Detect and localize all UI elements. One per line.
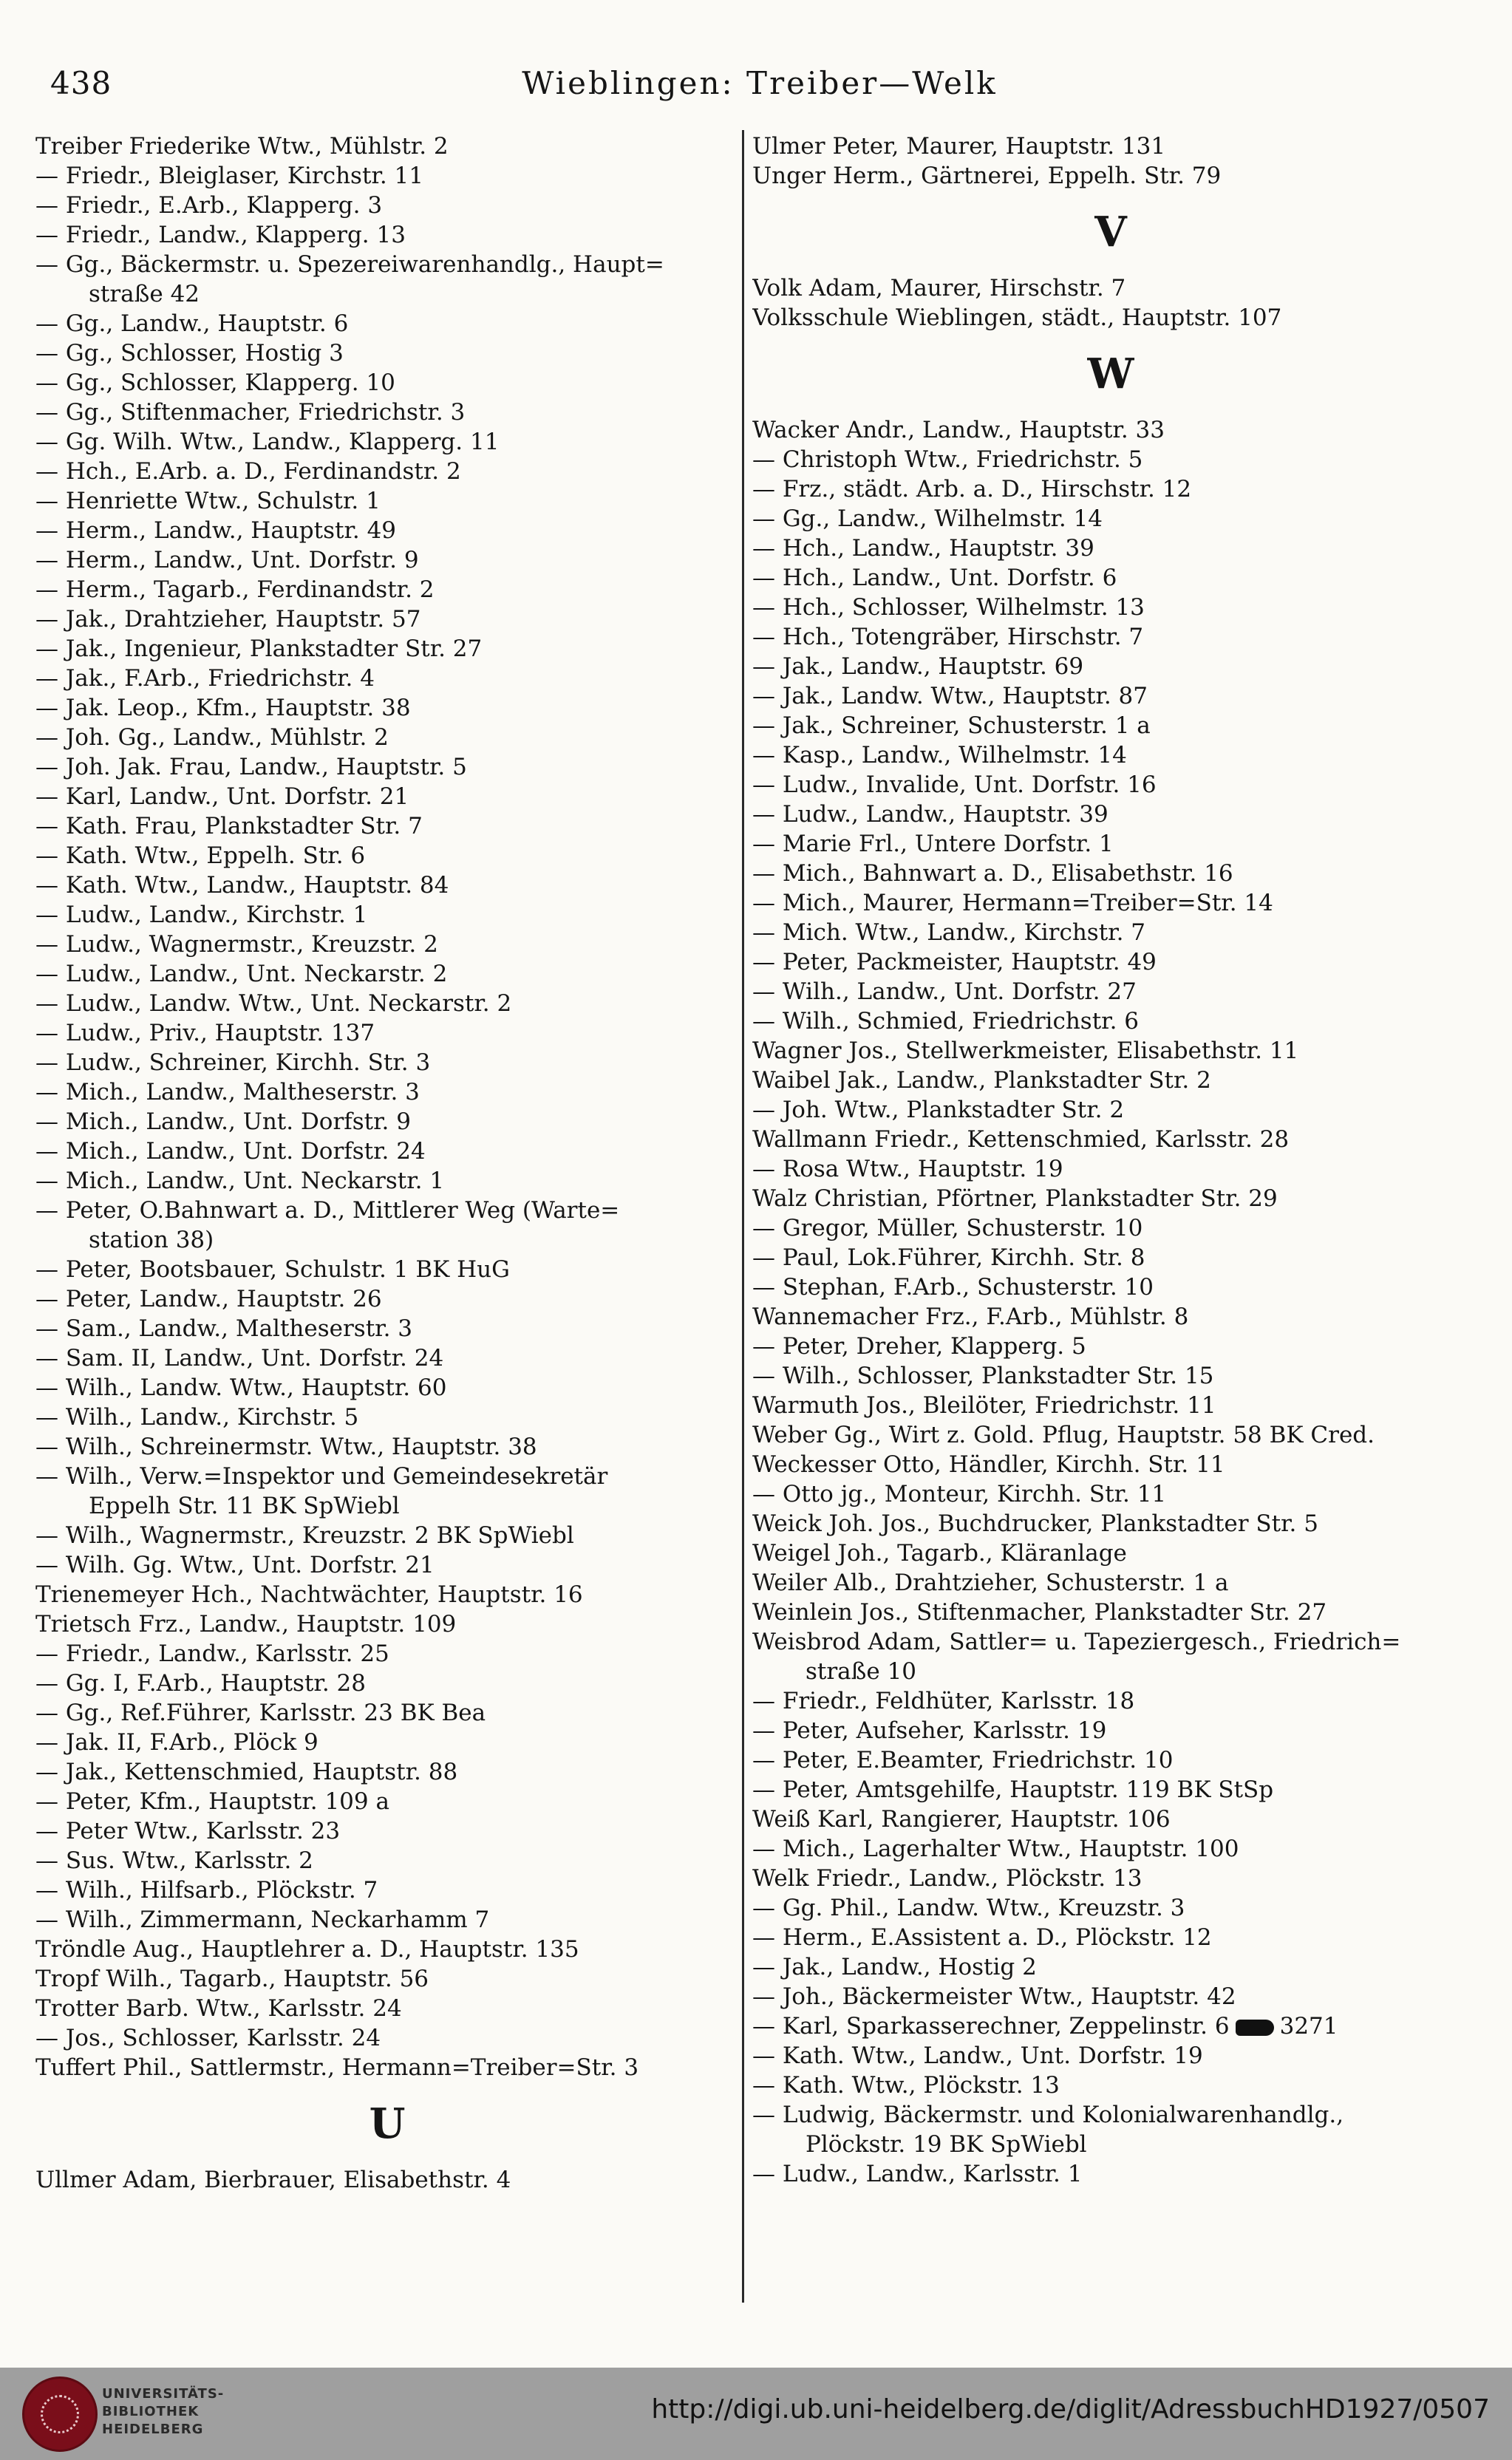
directory-entry bbox=[35, 841, 739, 870]
directory-entry bbox=[752, 1184, 1469, 1213]
directory-entry bbox=[752, 1420, 1469, 1450]
entry-text: Trienemeyer Hch., Nachtwächter, Hauptstr. 16 bbox=[35, 1581, 583, 1608]
directory-entry bbox=[752, 1154, 1469, 1184]
entry-text: — Paul, Lok.Führer, Kirchh. Str. 8 bbox=[752, 1244, 1145, 1271]
directory-entry bbox=[35, 1077, 739, 1107]
entry-text: — Peter, Bootsbauer, Schulstr. 1 BK HuG bbox=[35, 1256, 510, 1283]
entry-text: — Peter, Packmeister, Hauptstr. 49 bbox=[752, 949, 1157, 975]
entry-text: — Gg. I, F.Arb., Hauptstr. 28 bbox=[35, 1670, 366, 1697]
directory-entry bbox=[752, 1332, 1469, 1361]
entry-text: Trietsch Frz., Landw., Hauptstr. 109 bbox=[35, 1611, 457, 1638]
entry-text: — Hch., Landw., Unt. Dorfstr. 6 bbox=[752, 565, 1117, 591]
entry-text: Wallmann Friedr., Kettenschmied, Karlsstr. 28 bbox=[752, 1126, 1290, 1153]
directory-entry bbox=[752, 1125, 1469, 1154]
logo-line: HEIDELBERG bbox=[102, 2422, 204, 2437]
directory-entry bbox=[752, 1834, 1469, 1864]
entry-text: Warmuth Jos., Bleilöter, Friedrichstr. 11 bbox=[752, 1392, 1216, 1419]
entry-text: Wannemacher Frz., F.Arb., Mühlstr. 8 bbox=[752, 1304, 1189, 1330]
entry-text: Welk Friedr., Landw., Plöckstr. 13 bbox=[752, 1865, 1142, 1892]
directory-entry bbox=[35, 1018, 739, 1048]
entry-text: — Herm., Landw., Hauptstr. 49 bbox=[35, 517, 397, 544]
directory-entry bbox=[752, 1982, 1469, 2011]
entry-text: — Sam., Landw., Maltheserstr. 3 bbox=[35, 1315, 413, 1342]
entry-text: — Mich. Wtw., Landw., Kirchstr. 7 bbox=[752, 919, 1146, 946]
entry-text: — Wilh., Landw., Kirchstr. 5 bbox=[35, 1404, 359, 1431]
directory-entry bbox=[35, 575, 739, 604]
entry-text: Wacker Andr., Landw., Hauptstr. 33 bbox=[752, 417, 1165, 443]
directory-entry bbox=[35, 604, 739, 634]
entry-text: — Jak., F.Arb., Friedrichstr. 4 bbox=[35, 665, 375, 692]
entry-text: — Gg., Landw., Hauptstr. 6 bbox=[35, 310, 349, 337]
entry-text: — Ludw., Landw., Karlsstr. 1 bbox=[752, 2161, 1083, 2187]
entry-text: — Kath. Frau, Plankstadter Str. 7 bbox=[35, 813, 423, 839]
directory-entry bbox=[752, 1391, 1469, 1420]
entry-text: Weiß Karl, Rangierer, Hauptstr. 106 bbox=[752, 1806, 1171, 1833]
entry-text: Weber Gg., Wirt z. Gold. Pflug, Hauptstr. 58 BK Cred. bbox=[752, 1422, 1375, 1448]
directory-entry bbox=[35, 752, 739, 782]
directory-entry bbox=[35, 338, 739, 368]
directory-entry bbox=[752, 563, 1469, 593]
directory-entry bbox=[752, 652, 1469, 681]
entry-text: — Ludw., Invalide, Unt. Dorfstr. 16 bbox=[752, 771, 1157, 798]
directory-entry bbox=[35, 545, 739, 575]
directory-entry bbox=[35, 930, 739, 959]
directory-entry bbox=[35, 693, 739, 723]
entry-text: — Gg., Bäckermstr. u. Spezereiwarenhandlg., Haupt= bbox=[35, 251, 664, 278]
entry-text: — Stephan, F.Arb., Schusterstr. 10 bbox=[752, 1274, 1154, 1301]
entry-text: — Friedr., Feldhüter, Karlsstr. 18 bbox=[752, 1688, 1135, 1714]
logo-line: UNIVERSITÄTS- bbox=[102, 2386, 225, 2402]
entry-continuation: straße 42 bbox=[89, 281, 200, 307]
directory-entry bbox=[752, 2041, 1469, 2071]
directory-entry bbox=[752, 2071, 1469, 2100]
entry-text: — Kasp., Landw., Wilhelmstr. 14 bbox=[752, 742, 1127, 769]
entry-continuation: Eppelh Str. 11 BK SpWiebl bbox=[89, 1493, 400, 1519]
entry-text: — Gg. Phil., Landw. Wtw., Kreuzstr. 3 bbox=[752, 1895, 1185, 1921]
entry-text: Weick Joh. Jos., Buchdrucker, Plankstadter Str. 5 bbox=[752, 1510, 1318, 1537]
entry-text: — Sam. II, Landw., Unt. Dorfstr. 24 bbox=[35, 1345, 444, 1372]
section-letter: W bbox=[1087, 350, 1134, 398]
directory-entry bbox=[752, 2100, 1469, 2159]
entry-text: Volk Adam, Maurer, Hirschstr. 7 bbox=[752, 275, 1126, 301]
entry-text: — Gregor, Müller, Schusterstr. 10 bbox=[752, 1215, 1143, 1241]
entry-text: — Joh. Jak. Frau, Landw., Hauptstr. 5 bbox=[35, 754, 467, 780]
entry-text: — Mich., Lagerhalter Wtw., Hauptstr. 100 bbox=[752, 1836, 1239, 1862]
entry-text: — Gg., Ref.Führer, Karlsstr. 23 BK Bea bbox=[35, 1700, 486, 1726]
directory-entry bbox=[752, 1361, 1469, 1391]
directory-entry bbox=[752, 947, 1469, 977]
entry-text: — Jak., Drahtzieher, Hauptstr. 57 bbox=[35, 606, 421, 633]
column-divider bbox=[742, 130, 744, 2303]
directory-entry bbox=[35, 1196, 739, 1255]
directory-entry bbox=[35, 427, 739, 457]
directory-entry bbox=[752, 740, 1469, 770]
directory-entry bbox=[35, 1905, 739, 1935]
entry-text: — Joh. Gg., Landw., Mühlstr. 2 bbox=[35, 724, 389, 751]
directory-entry bbox=[752, 1450, 1469, 1479]
logo-line: BIBLIOTHEK bbox=[102, 2404, 200, 2419]
entry-text: — Jak., Landw., Hostig 2 bbox=[752, 1954, 1037, 1980]
directory-entry bbox=[752, 1006, 1469, 1036]
entry-text: — Jak., Schreiner, Schusterstr. 1 a bbox=[752, 712, 1151, 739]
entry-text: — Henriette Wtw., Schulstr. 1 bbox=[35, 488, 381, 514]
directory-entry bbox=[35, 723, 739, 752]
entry-text: — Wilh., Wagnermstr., Kreuzstr. 2 BK SpWiebl bbox=[35, 1522, 574, 1549]
entry-text: — Kath. Wtw., Eppelh. Str. 6 bbox=[35, 842, 366, 869]
directory-entry bbox=[752, 622, 1469, 652]
entry-text: — Ludw., Landw., Hauptstr. 39 bbox=[752, 801, 1109, 828]
directory-entry bbox=[35, 368, 739, 398]
entry-text: Wagner Jos., Stellwerkmeister, Elisabethstr. 11 bbox=[752, 1038, 1299, 1064]
entry-text: — Ludwig, Bäckermstr. und Kolonialwarenhandlg., bbox=[752, 2102, 1344, 2128]
entry-continuation: straße 10 bbox=[806, 1658, 917, 1685]
entry-text: Weckesser Otto, Händler, Kirchh. Str. 11 bbox=[752, 1451, 1225, 1478]
directory-entry bbox=[35, 1343, 739, 1373]
directory-entry bbox=[35, 1166, 739, 1196]
entry-text: — Peter Wtw., Karlsstr. 23 bbox=[35, 1818, 341, 1844]
entry-text: Waibel Jak., Landw., Plankstadter Str. 2 bbox=[752, 1067, 1211, 1094]
directory-entry bbox=[752, 1213, 1469, 1243]
directory-entry bbox=[752, 1568, 1469, 1598]
entry-text: — Karl, Sparkasserechner, Zeppelinstr. 6 bbox=[752, 2013, 1230, 2040]
directory-entry bbox=[35, 1994, 739, 2023]
entry-text: — Peter, Kfm., Hauptstr. 109 a bbox=[35, 1788, 389, 1815]
directory-entry bbox=[752, 681, 1469, 711]
entry-text: — Mich., Landw., Unt. Neckarstr. 1 bbox=[35, 1168, 445, 1194]
directory-entry bbox=[752, 273, 1469, 303]
directory-entry bbox=[752, 1302, 1469, 1332]
directory-entry bbox=[35, 132, 739, 161]
entry-text: — Friedr., Landw., Karlsstr. 25 bbox=[35, 1640, 389, 1667]
directory-entry bbox=[35, 870, 739, 900]
directory-entry bbox=[752, 1509, 1469, 1539]
entry-text: Weigel Joh., Tagarb., Kläranlage bbox=[752, 1540, 1127, 1567]
directory-entry bbox=[752, 2159, 1469, 2189]
entry-text: — Wilh., Landw., Unt. Dorfstr. 27 bbox=[752, 978, 1137, 1005]
entry-text: — Gg., Landw., Wilhelmstr. 14 bbox=[752, 505, 1103, 532]
library-seal-icon bbox=[22, 2376, 98, 2452]
entry-text: — Jak., Ingenieur, Plankstadter Str. 27 bbox=[35, 636, 483, 662]
entry-text: — Joh., Bäckermeister Wtw., Hauptstr. 42 bbox=[752, 1983, 1236, 2010]
entry-text: — Peter, Aufseher, Karlsstr. 19 bbox=[752, 1717, 1107, 1744]
entry-text: — Friedr., Landw., Klapperg. 13 bbox=[35, 222, 406, 248]
directory-entry bbox=[35, 900, 739, 930]
directory-entry bbox=[35, 1728, 739, 1757]
entry-text: — Ludw., Landw., Unt. Neckarstr. 2 bbox=[35, 961, 448, 987]
directory-entry bbox=[35, 1403, 739, 1432]
entry-text: Volksschule Wieblingen, städt., Hauptstr. 107 bbox=[752, 304, 1282, 331]
entry-text: Ulmer Peter, Maurer, Hauptstr. 131 bbox=[752, 133, 1166, 160]
entry-text: — Wilh., Schlosser, Plankstadter Str. 15 bbox=[752, 1363, 1214, 1389]
entry-text: — Jak., Landw. Wtw., Hauptstr. 87 bbox=[752, 683, 1148, 709]
entry-text: Tropf Wilh., Tagarb., Hauptstr. 56 bbox=[35, 1966, 429, 1992]
entry-text: — Ludw., Schreiner, Kirchh. Str. 3 bbox=[35, 1049, 431, 1076]
directory-entry bbox=[752, 593, 1469, 622]
entry-text: — Gg. Wilh. Wtw., Landw., Klapperg. 11 bbox=[35, 429, 500, 455]
directory-entry bbox=[35, 220, 739, 250]
directory-entry bbox=[752, 1036, 1469, 1066]
directory-entry bbox=[35, 1757, 739, 1787]
entry-text: — Jak., Kettenschmied, Hauptstr. 88 bbox=[35, 1759, 458, 1785]
directory-entry bbox=[752, 1716, 1469, 1745]
directory-entry bbox=[35, 1698, 739, 1728]
directory-entry bbox=[752, 1627, 1469, 1686]
entry-text: — Hch., Totengräber, Hirschstr. 7 bbox=[752, 624, 1144, 650]
library-logo-text bbox=[102, 2385, 279, 2439]
entry-text: — Ludw., Landw., Kirchstr. 1 bbox=[35, 902, 368, 928]
directory-entry bbox=[35, 634, 739, 664]
directory-entry bbox=[752, 888, 1469, 918]
entry-text: — Kath. Wtw., Plöckstr. 13 bbox=[752, 2072, 1060, 2099]
directory-entry bbox=[35, 1137, 739, 1166]
directory-entry bbox=[752, 859, 1469, 888]
page-number: 438 bbox=[50, 65, 112, 101]
directory-entry bbox=[35, 1462, 739, 1521]
directory-entry bbox=[752, 770, 1469, 800]
entry-text: Weiler Alb., Drahtzieher, Schusterstr. 1 a bbox=[752, 1570, 1229, 1596]
right-column bbox=[752, 132, 1469, 2189]
directory-entry bbox=[35, 1432, 739, 1462]
directory-entry bbox=[35, 398, 739, 427]
directory-entry bbox=[35, 1580, 739, 1609]
entry-text: — Mich., Maurer, Hermann=Treiber=Str. 14 bbox=[752, 890, 1273, 916]
directory-entry bbox=[752, 1893, 1469, 1923]
directory-entry bbox=[35, 664, 739, 693]
directory-entry bbox=[35, 1107, 739, 1137]
directory-entry bbox=[35, 161, 739, 191]
entry-text: — Marie Frl., Untere Dorfstr. 1 bbox=[752, 831, 1114, 857]
entry-text: — Mich., Landw., Unt. Dorfstr. 24 bbox=[35, 1138, 426, 1165]
directory-entry bbox=[752, 1775, 1469, 1805]
source-url-link[interactable]: http://digi.ub.uni-heidelberg.de/diglit/AdressbuchHD1927/0507 bbox=[651, 2394, 1490, 2425]
directory-entry bbox=[35, 2053, 739, 2082]
directory-entry bbox=[35, 1314, 739, 1343]
directory-entry bbox=[752, 1686, 1469, 1716]
entry-text: — Peter, Landw., Hauptstr. 26 bbox=[35, 1286, 382, 1312]
directory-entry bbox=[752, 1066, 1469, 1095]
entry-text: — Peter, Amtsgehilfe, Hauptstr. 119 BK StSp bbox=[752, 1776, 1274, 1803]
entry-text: — Herm., Landw., Unt. Dorfstr. 9 bbox=[35, 547, 419, 573]
entry-text: — Herm., E.Assistent a. D., Plöckstr. 12 bbox=[752, 1924, 1212, 1951]
directory-entry bbox=[752, 1952, 1469, 1982]
directory-entry bbox=[35, 486, 739, 516]
directory-entry bbox=[752, 1479, 1469, 1509]
entry-text: — Jak. II, F.Arb., Plöck 9 bbox=[35, 1729, 319, 1756]
entry-text: — Jak. Leop., Kfm., Hauptstr. 38 bbox=[35, 695, 411, 721]
entry-text: — Joh. Wtw., Plankstadter Str. 2 bbox=[752, 1097, 1125, 1123]
entry-text: — Christoph Wtw., Friedrichstr. 5 bbox=[752, 446, 1143, 473]
entry-text: — Ludw., Landw. Wtw., Unt. Neckarstr. 2 bbox=[35, 990, 512, 1017]
directory-entry bbox=[35, 1284, 739, 1314]
directory-entry bbox=[35, 1935, 739, 1964]
entry-text: — Gg., Schlosser, Hostig 3 bbox=[35, 340, 344, 367]
entry-text: — Gg., Schlosser, Klapperg. 10 bbox=[35, 369, 395, 396]
entry-text: — Otto jg., Monteur, Kirchh. Str. 11 bbox=[752, 1481, 1167, 1507]
directory-entry bbox=[35, 191, 739, 220]
directory-entry bbox=[752, 1095, 1469, 1125]
directory-entry bbox=[35, 1639, 739, 1669]
directory-entry bbox=[35, 1816, 739, 1846]
directory-entry bbox=[35, 1255, 739, 1284]
entry-text: — Peter, Dreher, Klapperg. 5 bbox=[752, 1333, 1086, 1360]
directory-entry bbox=[752, 1864, 1469, 1893]
entry-text: — Wilh. Gg. Wtw., Unt. Dorfstr. 21 bbox=[35, 1552, 435, 1578]
entry-text: Ullmer Adam, Bierbrauer, Elisabethstr. 4 bbox=[35, 2167, 511, 2193]
directory-entry bbox=[752, 1805, 1469, 1834]
directory-entry bbox=[752, 1243, 1469, 1272]
directory-entry bbox=[752, 1745, 1469, 1775]
directory-entry bbox=[752, 918, 1469, 947]
directory-entry bbox=[752, 1539, 1469, 1568]
entry-text: — Wilh., Schreinermstr. Wtw., Hauptstr. 38 bbox=[35, 1434, 537, 1460]
directory-entry bbox=[35, 782, 739, 811]
entry-text: — Gg., Stiftenmacher, Friedrichstr. 3 bbox=[35, 399, 466, 426]
entry-text: — Sus. Wtw., Karlsstr. 2 bbox=[35, 1847, 313, 1874]
directory-entry bbox=[752, 474, 1469, 504]
entry-text: Unger Herm., Gärtnerei, Eppelh. Str. 79 bbox=[752, 163, 1222, 189]
entry-text: — Mich., Landw., Maltheserstr. 3 bbox=[35, 1079, 420, 1105]
entry-continuation: station 38) bbox=[89, 1227, 214, 1253]
entry-text: — Wilh., Zimmermann, Neckarhamm 7 bbox=[35, 1907, 490, 1933]
entry-text: — Kath. Wtw., Landw., Hauptstr. 84 bbox=[35, 872, 449, 899]
directory-entry bbox=[752, 161, 1469, 191]
directory-entry bbox=[35, 1373, 739, 1403]
entry-text: — Herm., Tagarb., Ferdinandstr. 2 bbox=[35, 576, 435, 603]
entry-text: Weinlein Jos., Stiftenmacher, Plankstadter Str. 27 bbox=[752, 1599, 1327, 1626]
directory-entry bbox=[35, 516, 739, 545]
directory-entry bbox=[35, 1875, 739, 1905]
entry-text: — Frz., städt. Arb. a. D., Hirschstr. 12 bbox=[752, 476, 1192, 502]
entry-text: — Mich., Bahnwart a. D., Elisabethstr. 16 bbox=[752, 860, 1233, 887]
page-header bbox=[50, 65, 1469, 109]
entry-text: Trotter Barb. Wtw., Karlsstr. 24 bbox=[35, 1995, 402, 2022]
directory-entry bbox=[35, 250, 739, 309]
entry-text: Tuffert Phil., Sattlermstr., Hermann=Treiber=Str. 3 bbox=[35, 2054, 639, 2081]
entry-text: — Wilh., Verw.=Inspektor und Gemeindesekretär bbox=[35, 1463, 608, 1490]
directory-entry bbox=[752, 132, 1469, 161]
directory-entry bbox=[35, 1048, 739, 1077]
directory-entry bbox=[35, 811, 739, 841]
left-column bbox=[35, 132, 739, 2195]
entry-text: — Kath. Wtw., Landw., Unt. Dorfstr. 19 bbox=[752, 2042, 1203, 2069]
directory-entry bbox=[35, 1846, 739, 1875]
directory-entry bbox=[35, 959, 739, 989]
directory-entry bbox=[752, 2011, 1469, 2041]
directory-entry bbox=[35, 309, 739, 338]
running-title: Wieblingen: Treiber—Welk bbox=[522, 65, 998, 101]
entry-text: — Friedr., Bleiglaser, Kirchstr. 11 bbox=[35, 163, 423, 189]
entry-text: — Wilh., Schmied, Friedrichstr. 6 bbox=[752, 1008, 1140, 1035]
telephone-number: 3271 bbox=[1279, 2013, 1338, 2040]
entry-text: Treiber Friederike Wtw., Mühlstr. 2 bbox=[35, 133, 449, 160]
directory-entry bbox=[752, 1598, 1469, 1627]
entry-text: — Rosa Wtw., Hauptstr. 19 bbox=[752, 1156, 1063, 1182]
directory-entry bbox=[35, 1787, 739, 1816]
directory-entry bbox=[752, 534, 1469, 563]
telephone-hand-icon bbox=[1236, 2020, 1274, 2036]
directory-entry bbox=[752, 504, 1469, 534]
directory-entry bbox=[35, 1609, 739, 1639]
entry-text: — Hch., Landw., Hauptstr. 39 bbox=[752, 535, 1094, 562]
directory-entry bbox=[752, 303, 1469, 333]
entry-text: — Peter, O.Bahnwart a. D., Mittlerer Weg (Warte= bbox=[35, 1197, 620, 1224]
entry-text: — Jak., Landw., Hauptstr. 69 bbox=[752, 653, 1084, 680]
directory-entry bbox=[35, 1550, 739, 1580]
entry-text: — Karl, Landw., Unt. Dorfstr. 21 bbox=[35, 783, 409, 810]
entry-text: — Wilh., Landw. Wtw., Hauptstr. 60 bbox=[35, 1374, 447, 1401]
directory-entry bbox=[752, 1923, 1469, 1952]
entry-text: — Hch., Schlosser, Wilhelmstr. 13 bbox=[752, 594, 1145, 621]
directory-entry bbox=[752, 800, 1469, 829]
directory-entry bbox=[35, 457, 739, 486]
directory-entry bbox=[35, 1964, 739, 1994]
section-letter: V bbox=[1094, 208, 1127, 256]
directory-entry bbox=[752, 829, 1469, 859]
directory-entry bbox=[752, 977, 1469, 1006]
directory-entry bbox=[35, 1521, 739, 1550]
directory-entry bbox=[752, 415, 1469, 445]
entry-text: — Jos., Schlosser, Karlsstr. 24 bbox=[35, 2025, 381, 2051]
entry-text: — Ludw., Priv., Hauptstr. 137 bbox=[35, 1020, 375, 1046]
entry-text: — Friedr., E.Arb., Klapperg. 3 bbox=[35, 192, 383, 219]
directory-entry bbox=[35, 989, 739, 1018]
entry-text: Walz Christian, Pförtner, Plankstadter Str. 29 bbox=[752, 1185, 1278, 1212]
entry-text: — Peter, E.Beamter, Friedrichstr. 10 bbox=[752, 1747, 1174, 1774]
directory-entry bbox=[752, 445, 1469, 474]
entry-text: Weisbrod Adam, Sattler= u. Tapeziergesch., Friedrich= bbox=[752, 1629, 1401, 1655]
entry-text: Tröndle Aug., Hauptlehrer a. D., Hauptstr. 135 bbox=[35, 1936, 579, 1963]
footer-bar bbox=[0, 2368, 1512, 2460]
entry-text: — Mich., Landw., Unt. Dorfstr. 9 bbox=[35, 1108, 411, 1135]
directory-entry bbox=[752, 1272, 1469, 1302]
entry-text: — Ludw., Wagnermstr., Kreuzstr. 2 bbox=[35, 931, 438, 958]
entry-text: — Hch., E.Arb. a. D., Ferdinandstr. 2 bbox=[35, 458, 461, 485]
entry-continuation: Plöckstr. 19 BK SpWiebl bbox=[806, 2131, 1087, 2158]
directory-entry bbox=[752, 711, 1469, 740]
directory-entry bbox=[35, 1669, 739, 1698]
section-letter: U bbox=[369, 2099, 406, 2148]
directory-entry bbox=[35, 2165, 739, 2195]
directory-entry bbox=[35, 2023, 739, 2053]
entry-text: — Wilh., Hilfsarb., Plöckstr. 7 bbox=[35, 1877, 378, 1904]
